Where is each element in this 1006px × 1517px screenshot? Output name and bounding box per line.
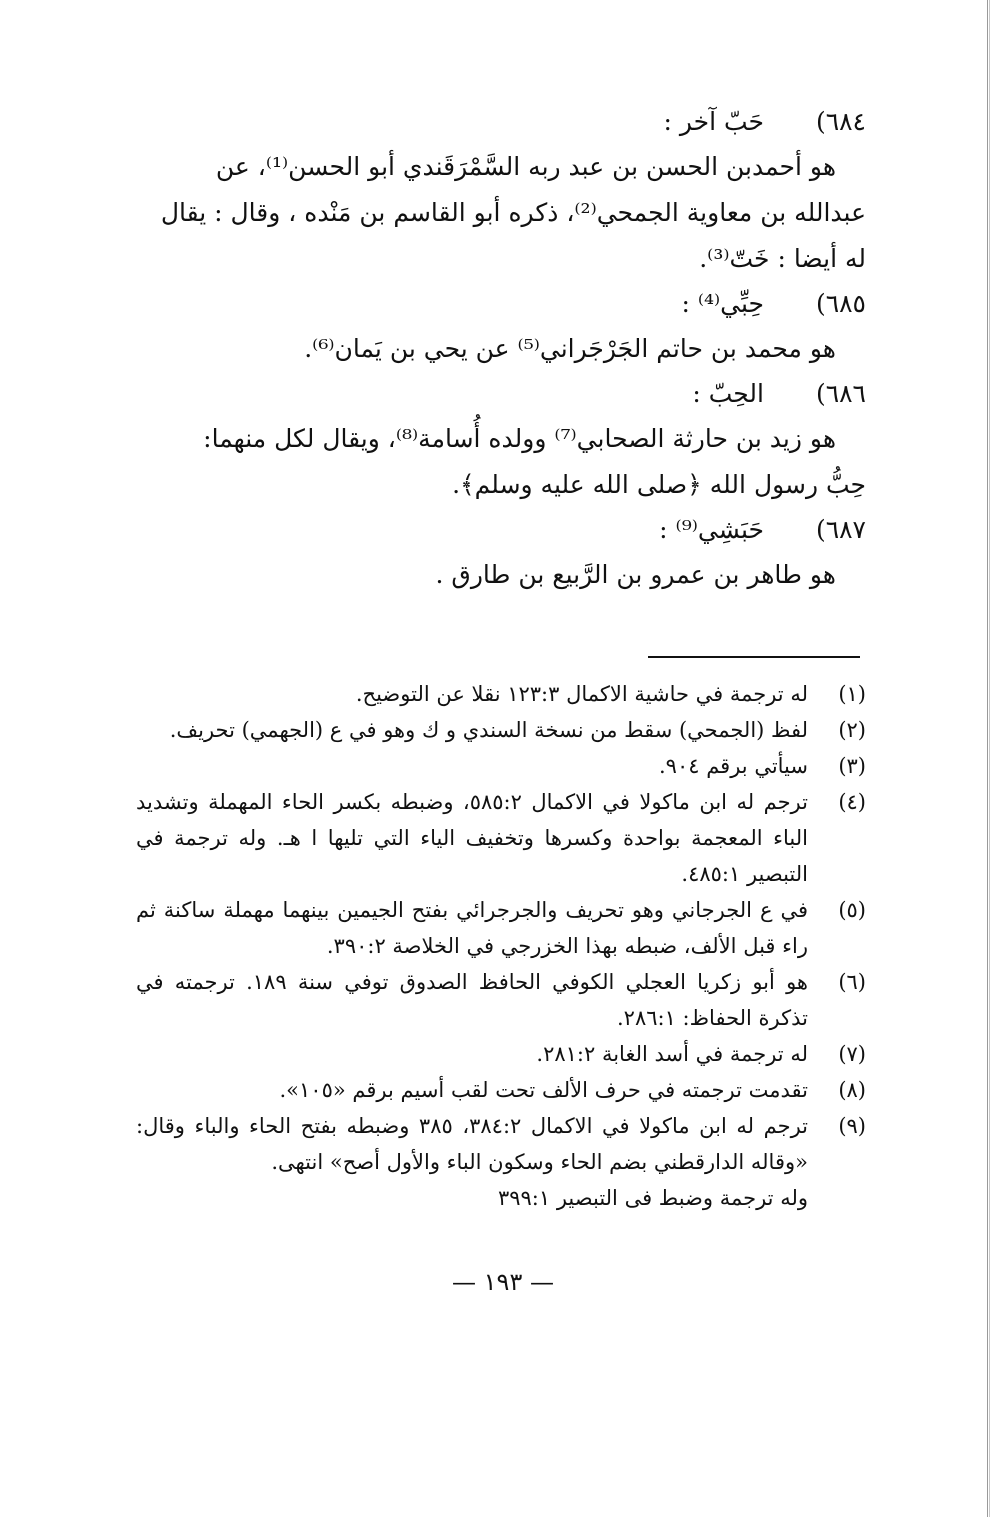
footnote-5 [136,892,866,964]
page-number: — ١٩٣ — [452,1268,554,1296]
footnote-separator [648,656,860,658]
entry-title: حَبّ آخر : [663,107,764,136]
footnote-text: له ترجمة في أسد الغابة ٢٨١:٢. [536,1042,808,1066]
footnote-text: لفظ (الجمحي) سقط من نسخة السندي و ك وهو في ع (الجهمي) تحريف. [169,718,808,742]
footnote-8 [136,1072,866,1108]
entry-685 [136,282,866,372]
entry-line: عبدالله بن معاوية الجمحي⁽²⁾، ذكره أبو القاسم بن مَنْده ، وقال : يقال [160,198,866,227]
footnote-text: تقدمت ترجمته في حرف الألف تحت لقب أسيم برقم «١٠٥». [279,1078,808,1102]
entry-body [136,416,866,508]
footnote-number: (٧) [838,1042,866,1066]
entry-687 [136,508,866,598]
entry-heading [136,100,866,144]
entry-line: هو محمد بن حاتم الجَرْجَراني⁽⁵⁾ عن يحي بن يَمان⁽⁶⁾. [304,334,836,363]
footnote-6 [136,964,866,1036]
entry-684 [136,100,866,282]
footnote-text: هو أبو زكريا العجلي الكوفي الحافظ الصدوق توفي سنة ١٨٩. ترجمته في تذكرة الحفاظ: ٢٨٦:١. [136,970,808,1030]
entry-heading [136,282,866,326]
entry-line: هو زيد بن حارثة الصحابي⁽⁷⁾ وولده أُسامة⁽⁸⁾، ويقال لكل منهما: [203,424,836,453]
footnote-number: (١) [838,682,866,706]
footnote-number: (٤) [838,790,866,814]
footnote-text: سيأتي برقم ٩٠٤. [658,754,808,778]
footnote-2 [136,712,866,748]
entry-body [136,552,866,598]
footnote-text: في ع الجرجاني وهو تحريف والجرجرائي بفتح الجيمين بينهما مهملة ساكنة ثم راء قبل الألف، ضبطه بهذا الخزرجي في الخلاصة ٣٩٠:٢. [136,898,808,958]
entry-heading [136,372,866,416]
entry-title: حِبِّي⁽⁴⁾ : [681,289,764,318]
footnote-number: (٢) [838,718,866,742]
footnote-text: ترجم له ابن ماكولا في الاكمال ٣٨٤:٢، ٣٨٥ وضبطه بفتح الحاء والباء وقال: «وقاله الدارقطني بضم الحاء وسكون الباء والأول أصح» انتهى. [136,1114,808,1174]
footnote-9 [136,1108,866,1180]
footnote-number: (٨) [838,1078,866,1102]
main-text [136,100,866,598]
entry-line: حِبُّ رسول الله ﴿صلى الله عليه وسلم﴾. [452,470,866,499]
entry-line: له أيضا : خَتّ⁽³⁾. [699,244,866,273]
entry-number: ٦٨٥) [815,289,866,318]
footnote-text: له ترجمة في حاشية الاكمال ١٢٣:٣ نقلا عن التوضيح. [355,682,808,706]
entry-number: ٦٨٧) [815,515,866,544]
footnote-number: (٣) [838,754,866,778]
entry-line: هو طاهر بن عمرو بن الرَّبيع بن طارق . [435,560,836,589]
footnote-4 [136,784,866,892]
entry-body [136,326,866,372]
footnote-9-continuation: وله ترجمة وضبط فى التبصير ٣٩٩:١ [497,1186,808,1210]
entry-title: حَبَشِي⁽⁹⁾ : [659,515,764,544]
entry-686 [136,372,866,508]
footnotes [136,676,866,1216]
entry-number: ٦٨٦) [815,379,866,408]
entry-heading [136,508,866,552]
footnote-number: (٦) [838,970,866,994]
entry-body [136,144,866,282]
footnote-3 [136,748,866,784]
footnote-1 [136,676,866,712]
footnote-7 [136,1036,866,1072]
entry-number: ٦٨٤) [815,107,866,136]
entry-title: الحِبّ : [692,379,764,408]
footnote-text: ترجم له ابن ماكولا في الاكمال ٥٨٥:٢، وضبطه بكسر الحاء المهملة وتشديد الباء المعجمة بواحدة وكسرها وتخفيف الياء التي تليها ا هـ. وله ترجمة في التبصير ٤٨٥:١. [136,790,808,886]
footnote-number: (٥) [838,898,866,922]
footnote-number: (٩) [838,1114,866,1138]
entry-line: هو أحمدبن الحسن بن عبد ربه السَّمْرَقَندي أبو الحسن⁽¹⁾، عن [215,152,836,181]
